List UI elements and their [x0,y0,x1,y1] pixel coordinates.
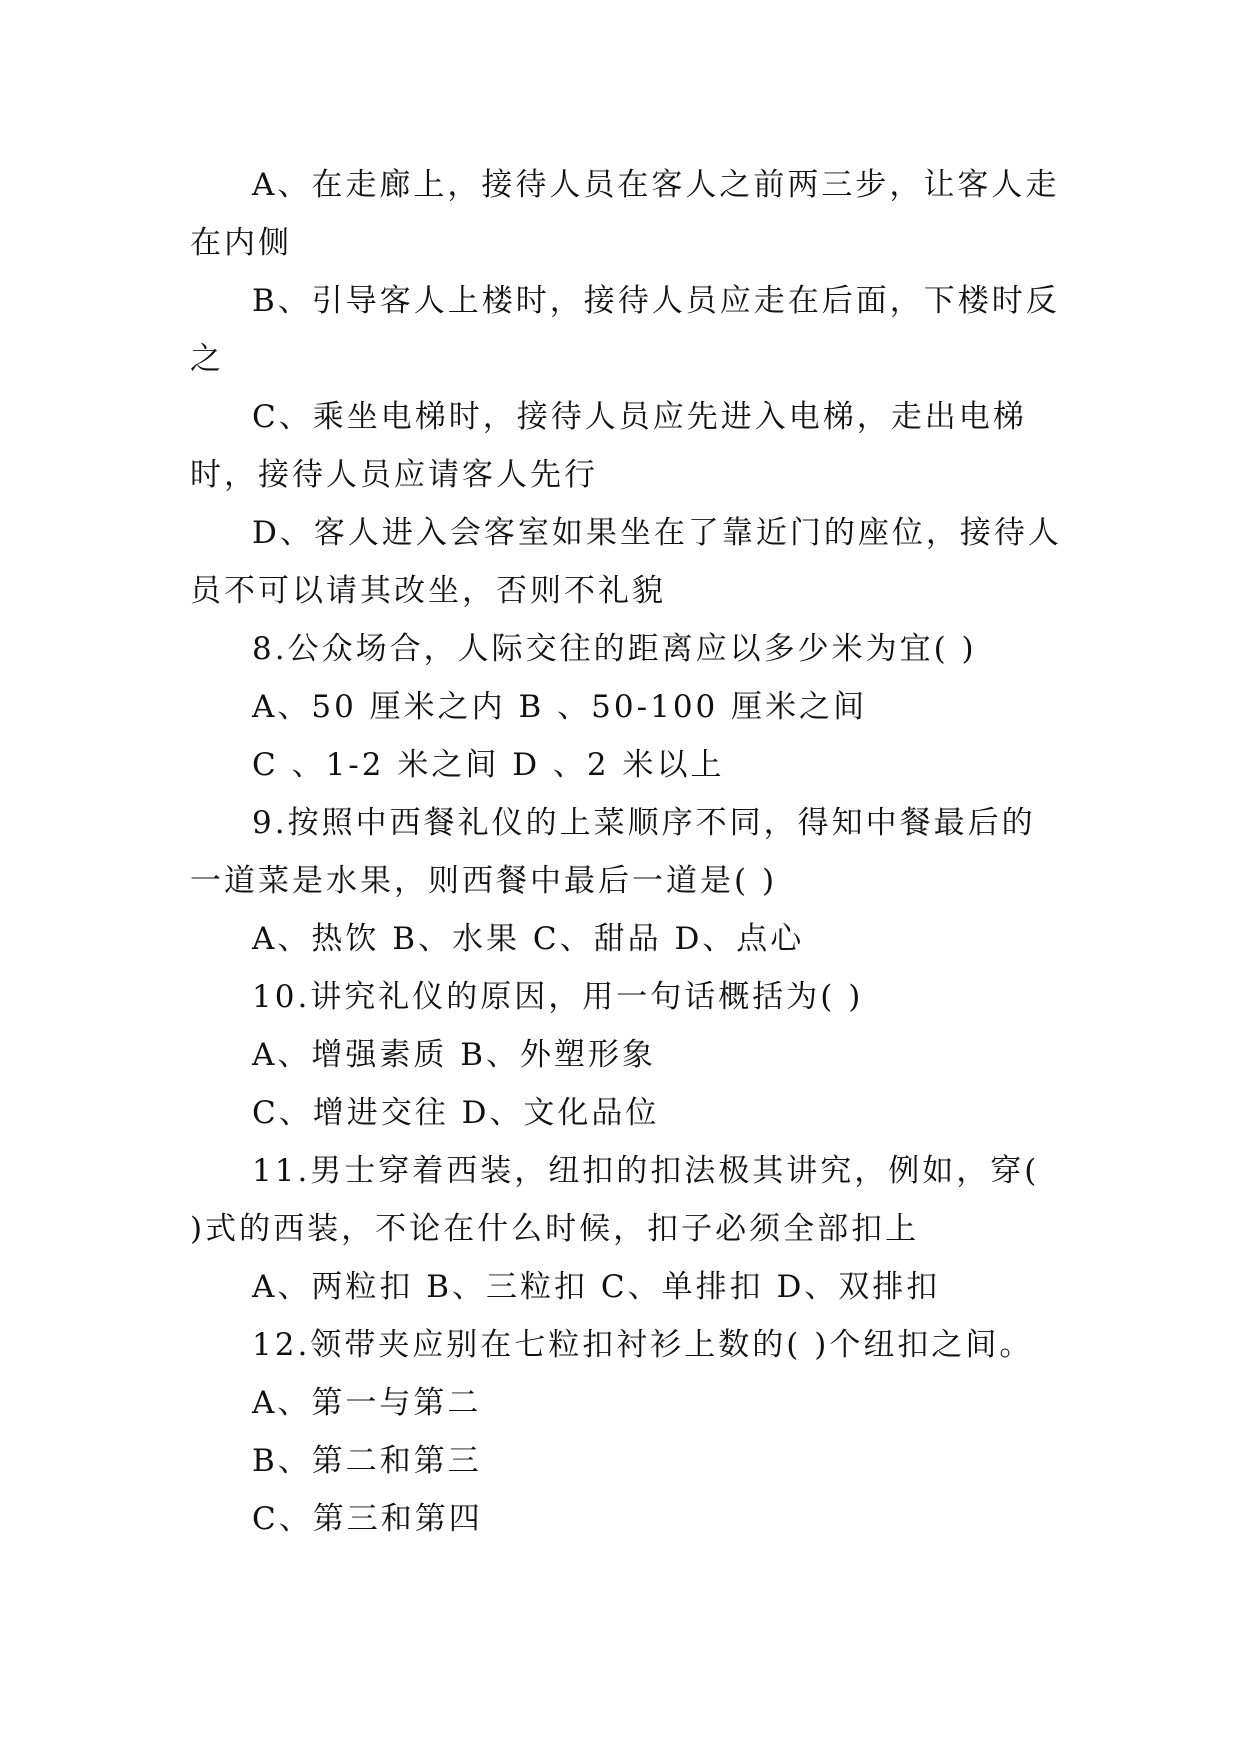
question-8-options-cd: C 、1-2 米之间 D 、2 米以上 [252,747,725,783]
question-9: 9.按照中西餐礼仪的上菜顺序不同，得知中餐最后的一道菜是水果，则西餐中最后一道是( ) [190,805,1036,899]
document-body [190,156,1065,1548]
question-11-options: A、两粒扣 B、三粒扣 C、单排扣 D、双排扣 [252,1269,941,1305]
question-11: 11.男士穿着西装，纽扣的扣法极其讲究，例如，穿( )式的西装，不论在什么时候，扣子必须全部扣上 [190,1153,1040,1247]
question-8: 8.公众场合，人际交往的距离应以多少米为宜( ) [252,631,977,667]
question-10-options-ab: A、增强素质 B、外塑形象 [252,1037,657,1073]
option-a-corridor: A、在走廊上，接待人员在客人之前两三步，让客人走在内侧 [190,167,1060,261]
question-9-options: A、热饮 B、水果 C、甜品 D、点心 [252,921,805,957]
question-12: 12.领带夹应别在七粒扣衬衫上数的( )个纽扣之间。 [252,1327,1034,1363]
question-10-options-cd: C、增进交往 D、文化品位 [252,1095,660,1131]
option-d-seat: D、客人进入会客室如果坐在了靠近门的座位，接待人员不可以请其改坐，否则不礼貌 [190,515,1062,609]
option-c-elevator: C、乘坐电梯时，接待人员应先进入电梯，走出电梯时，接待人员应请客人先行 [190,399,1027,493]
question-8-options-ab: A、50 厘米之内 B 、50-100 厘米之间 [252,689,868,725]
question-12-option-c: C、第三和第四 [252,1501,483,1537]
option-b-stairs: B、引导客人上楼时，接待人员应走在后面，下楼时反之 [190,283,1060,377]
question-10: 10.讲究礼仪的原因，用一句话概括为( ) [252,979,864,1015]
question-12-option-a: A、第一与第二 [252,1385,482,1421]
question-12-option-b: B、第二和第三 [252,1443,482,1479]
